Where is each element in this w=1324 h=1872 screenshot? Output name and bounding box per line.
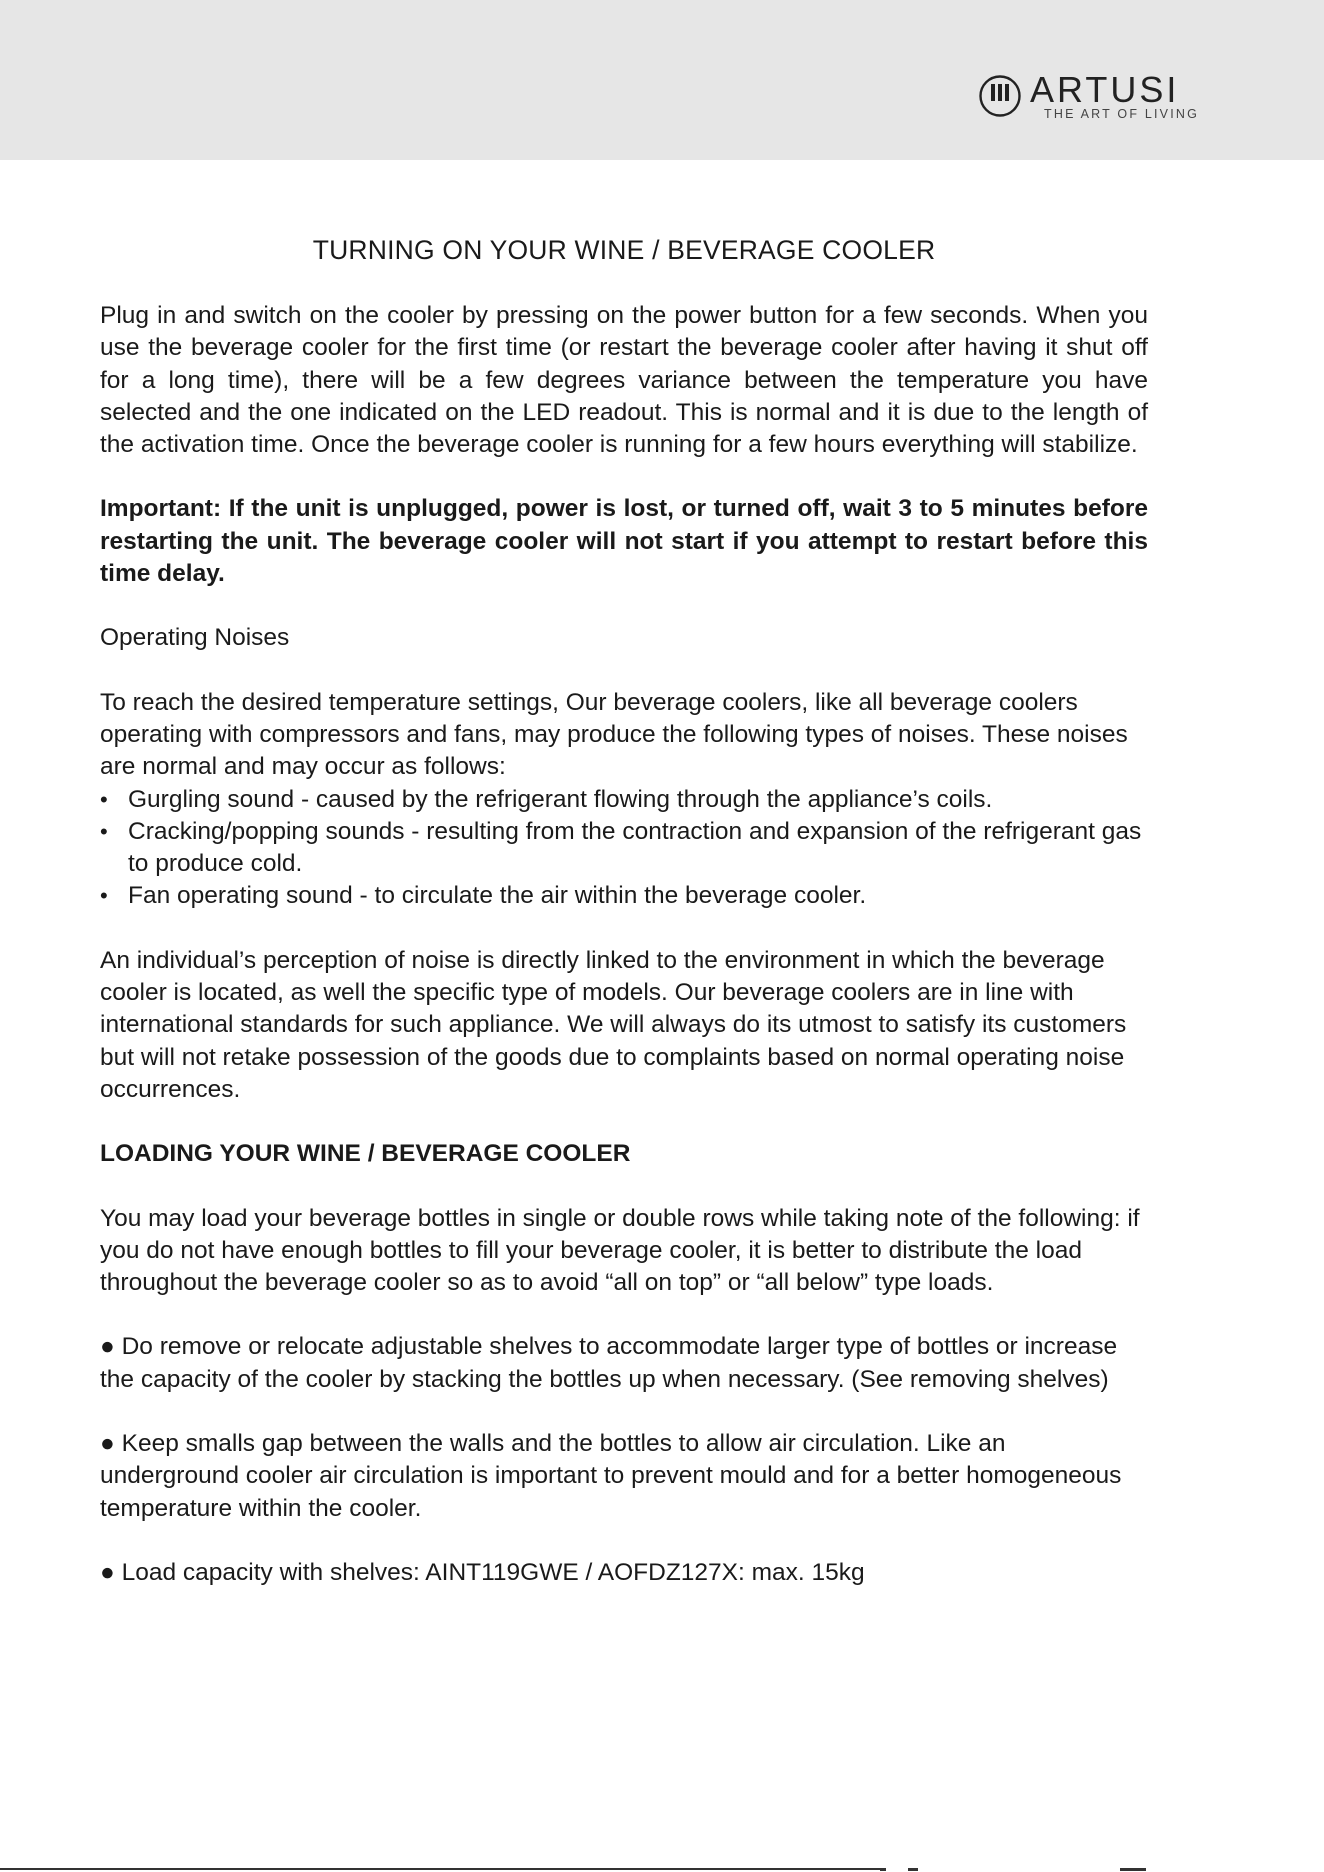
brand-name: ARTUSI	[1030, 69, 1180, 110]
heading-loading: LOADING YOUR WINE / BEVERAGE COOLER	[100, 1140, 631, 1168]
paragraph-loading-intro: You may load your beverage bottles in single or double rows while taking note of the following: if you do not have enough bottles to fill your beverage cooler, it is better to distribute the load throughout the beverage cooler so as to avoid “all on top” or “all below” type loads.	[100, 1204, 1140, 1297]
loading-bullet-shelves: ● Do remove or relocate adjustable shelves to accommodate larger type of bottles or increase the capacity of the cooler by stacking the bottles up when necessary. (See removing shelves)	[100, 1333, 1118, 1393]
important-notice: Important: If the unit is unplugged, power is lost, or turned off, wait 3 to 5 minutes before restarting the unit. The beverage cooler will not start if you attempt to restart before this time delay.	[100, 495, 1148, 588]
document-body	[100, 232, 1148, 1621]
noise-list	[100, 784, 1148, 913]
footer-marks	[880, 1866, 1180, 1872]
paragraph-turning-on: Plug in and switch on the cooler by pressing on the power button for a few seconds. When you use the beverage cooler for the first time (or restart the beverage cooler after having it shut off for a long time), there will be a few degrees variance between the temperature you have selected and the one indicated on the LED readout. This is normal and it is due to the length of the activation time. Once the beverage cooler is running for a few hours everything will stabilize.	[100, 302, 1148, 459]
list-item: • Cracking/popping sounds - resulting from the contraction and expansion of the refrigerant gas to produce cold.	[100, 816, 1148, 881]
loading-bullet-air-gap: ● Keep smalls gap between the walls and the bottles to allow air circulation. Like an underground cooler air circulation is important to prevent mould and for a better homogeneous temperature within the cooler.	[100, 1430, 1122, 1522]
artusi-logo-mark-icon	[978, 74, 1022, 118]
paragraph-noise-perception: An individual’s perception of noise is directly linked to the environment in which the beverage cooler is located, as well the specific type of models. Our beverage coolers are in line with international standards for such appliance. We will always do its utmost to satisfy its customers but will not retake possession of the goods due to complaints based on normal operating noise occurrences.	[100, 946, 1127, 1103]
list-item: • Fan operating sound - to circulate the air within the beverage cooler.	[100, 880, 1148, 912]
artusi-logo	[978, 69, 1238, 124]
list-item: • Gurgling sound - caused by the refrigerant flowing through the appliance’s coils.	[100, 784, 1148, 816]
loading-bullet-capacity: ● Load capacity with shelves: AINT119GWE / AOFDZ127X: max. 15kg	[100, 1558, 865, 1586]
brand-tagline: THE ART OF LIVING	[1044, 107, 1200, 121]
paragraph-noises-intro: To reach the desired temperature settings, Our beverage coolers, like all beverage coolers operating with compressors and fans, may produce the following types of noises. These noises are normal and may occur as follows:	[100, 688, 1128, 781]
section-title-turning-on: TURNING ON YOUR WINE / BEVERAGE COOLER	[312, 235, 936, 265]
heading-operating-noises: Operating Noises	[100, 624, 290, 652]
footer-rule	[0, 1868, 880, 1870]
